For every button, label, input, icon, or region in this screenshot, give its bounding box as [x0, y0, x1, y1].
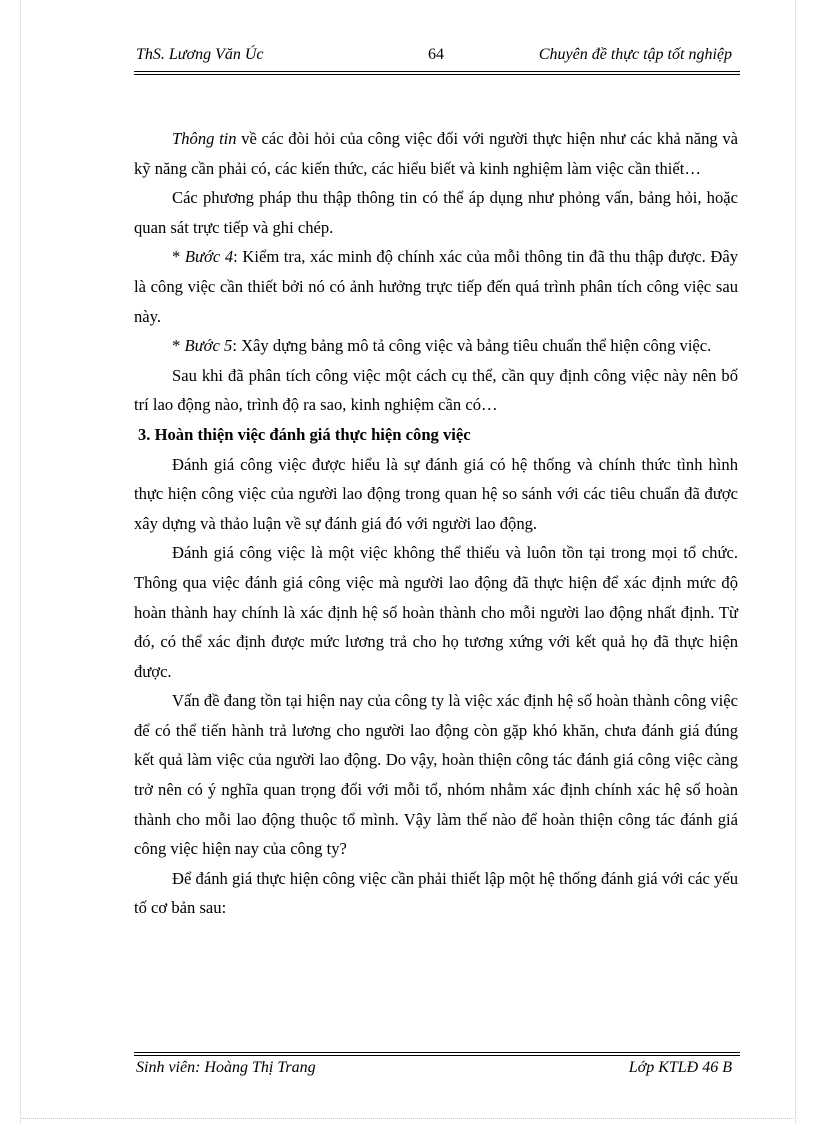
page-header	[136, 46, 740, 68]
footer-student: Sinh viên: Hoàng Thị Trang	[136, 1059, 316, 1076]
step-5-bullet: *	[172, 336, 185, 356]
paragraph-company-issue: Vấn đề đang tồn tại hiện nay của công ty là việc xác định hệ số hoàn thành công việc để có thể tiến hành trả lương cho người lao động còn gặp khó khăn, chưa đánh giá đúng kết quả làm việc của người lao động. Do vậy, hoàn thiện công tác đánh giá công việc càng trở nên có ý nghĩa quan trọng đối với mỗi tổ, nhóm nhằm xác định chính xác hệ số hoàn thành cho mỗi lao động thuộc tổ mình. Vậy làm thế nào để hoàn thiện công tác đánh giá công việc hiện nay của công ty?	[134, 691, 738, 859]
step-4-text: : Kiểm tra, xác minh độ chính xác của mỗi thông tin đã thu thập được. Đây là công việc cần thiết bởi nó có ảnh hưởng trực tiếp đến quá trình phân tích công việc sau này.	[134, 247, 738, 326]
paragraph-methods: Các phương pháp thu thập thông tin có thể áp dụng như phỏng vấn, bảng hỏi, hoặc quan sát trực tiếp và ghi chép.	[134, 188, 738, 237]
header-author: ThS. Lương Văn Úc	[136, 46, 264, 63]
page-body	[134, 124, 738, 923]
step-5-text: : Xây dựng bảng mô tả công việc và bảng tiêu chuẩn thể hiện công việc.	[232, 336, 712, 356]
header-title: Chuyên đề thực tập tốt nghiệp	[538, 46, 732, 63]
step-5-label: Bước 5	[184, 336, 233, 356]
paragraph-importance: Đánh giá công việc là một việc không thể thiếu và luôn tồn tại trong mọi tổ chức. Thông qua việc đánh giá công việc mà người lao động đã thực hiện để xác định mức độ hoàn thành hay chính là xác định hệ số hoàn thành cho mỗi người lao động nhất định. Từ đó, có thể xác định được mức lương trả cho họ tương xứng với kết quả họ đã thực hiện được.	[134, 543, 738, 681]
header-divider	[134, 71, 740, 75]
paragraph-after-analysis: Sau khi đã phân tích công việc một cách cụ thể, cần quy định công việc này nên bố trí lao động nào, trình độ ra sao, kinh nghiệm cần có…	[134, 365, 738, 415]
paragraph-thong-tin	[134, 124, 738, 183]
section-heading: 3. Hoàn thiện việc đánh giá thực hiện công việc	[138, 424, 471, 444]
step-4-label: Bước 4	[184, 247, 234, 267]
paragraph-step-5	[134, 331, 738, 361]
paragraph-step-4	[134, 242, 738, 331]
header-page-number: 64	[428, 46, 444, 63]
paragraph-definition: Đánh giá công việc được hiểu là sự đánh giá có hệ thống và chính thức tình hình thực hiện công việc của người lao động trong quan hệ so sánh với các tiêu chuẩn đã được xây dựng và thảo luận về sự đánh giá đó với người lao động.	[134, 454, 738, 533]
footer-divider	[134, 1052, 740, 1056]
paragraph-thong-tin-emphasis: Thông tin	[172, 129, 237, 148]
paragraph-thong-tin-text: về các đòi hỏi của công việc đối với người thực hiện như các khả năng và kỹ năng cần phải có, các kiến thức, các hiểu biết và kinh nghiệm làm việc cần thiết…	[134, 129, 738, 178]
footer-class: Lớp KTLĐ 46 B	[628, 1059, 732, 1076]
page-footer	[136, 1059, 740, 1081]
paragraph-system: Để đánh giá thực hiện công việc cần phải thiết lập một hệ thống đánh giá với các yếu tố cơ bản sau:	[134, 868, 738, 918]
step-4-bullet: *	[172, 247, 185, 267]
page-bottom-border	[20, 1118, 796, 1119]
